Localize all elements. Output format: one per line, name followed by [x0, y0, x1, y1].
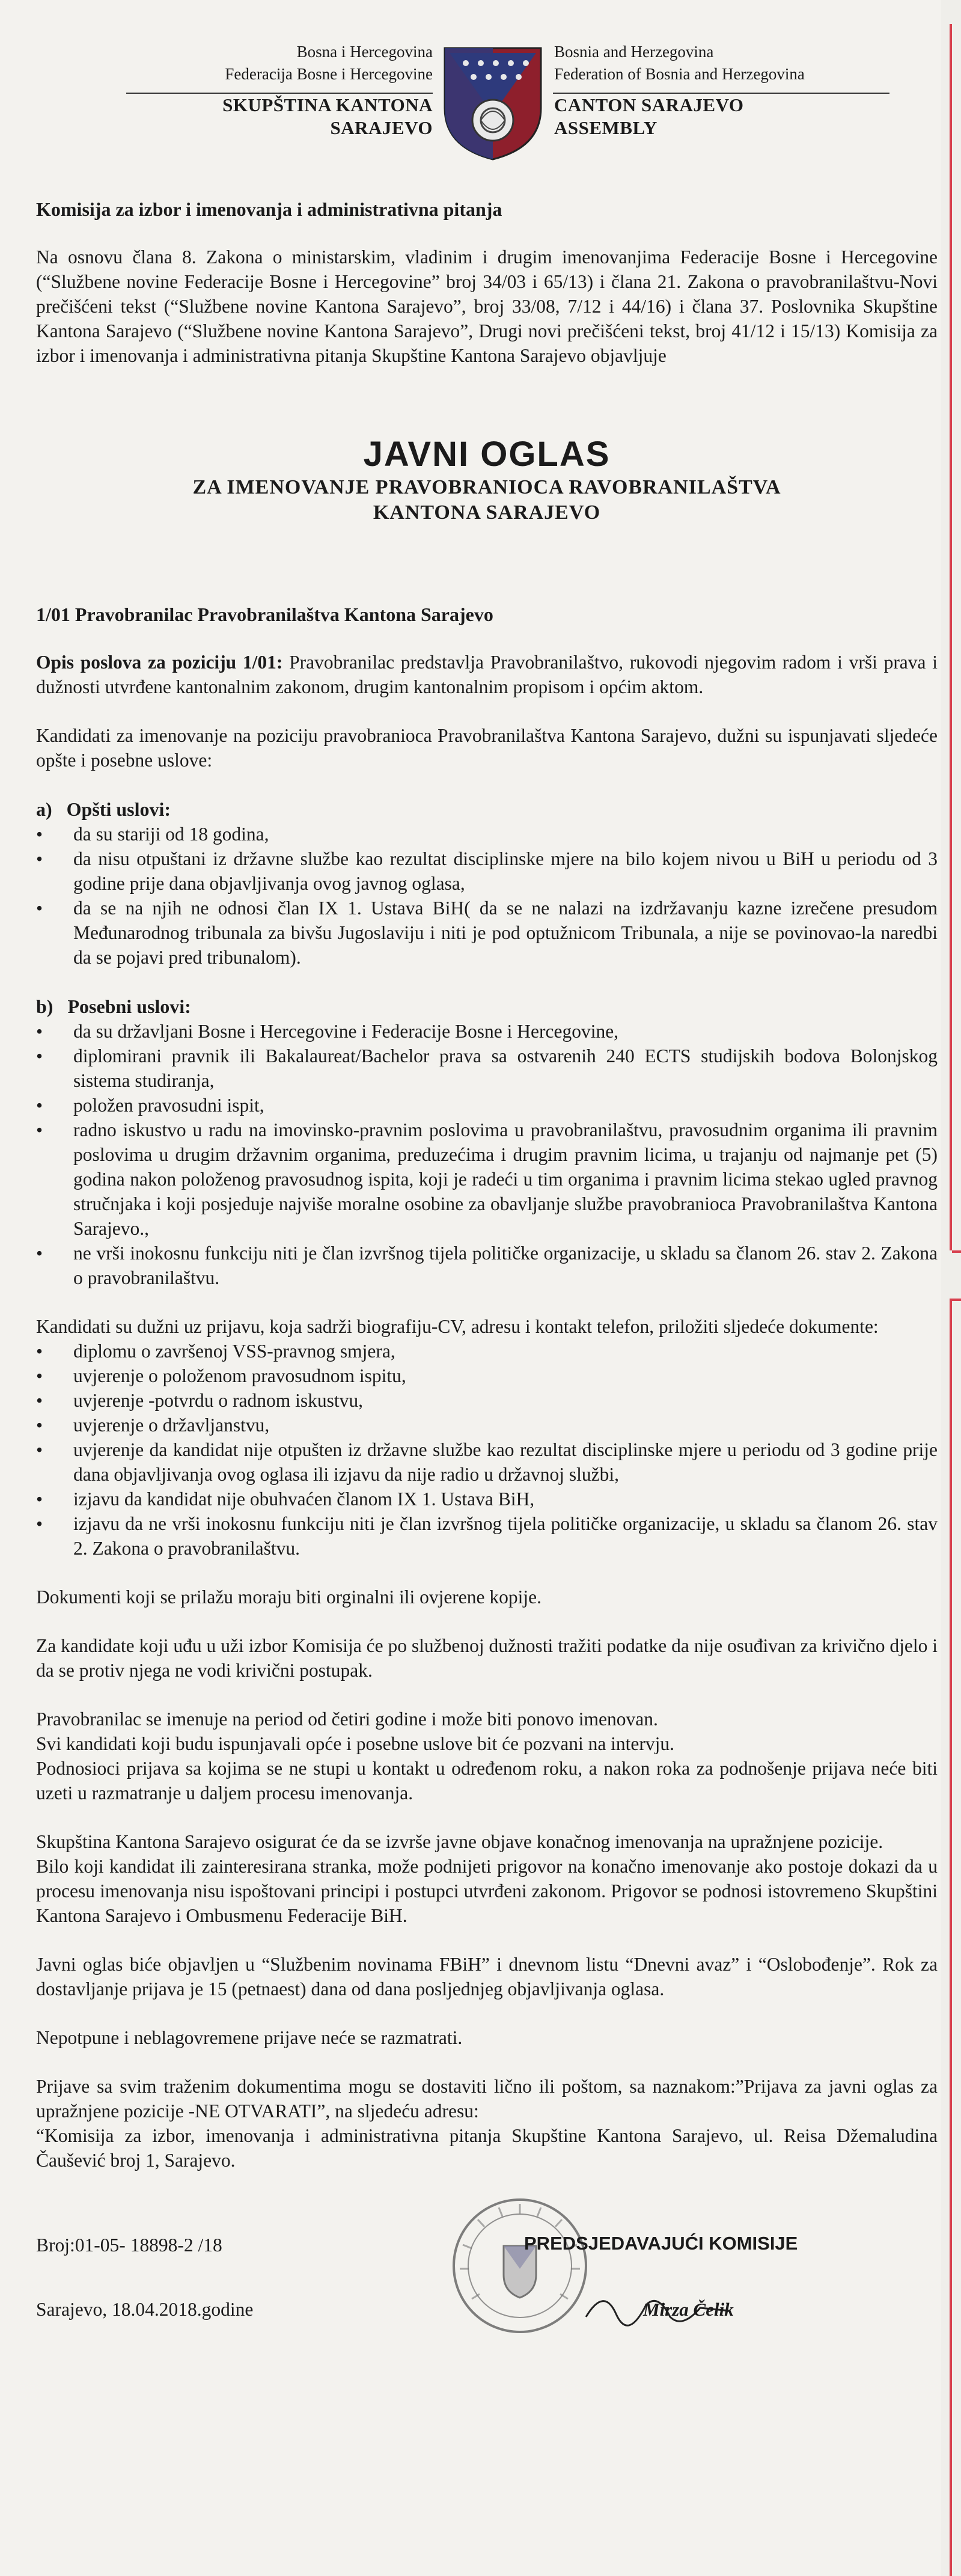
- registration-number: Broj:01-05- 18898-2 /18: [36, 2235, 222, 2256]
- job-description-text: Pravobranilac predstavlja Pravobranilaštvo, rukovodi njegovim radom i vrši prava i dužnosti utvrđene kantonalnim zakonom, drugim kantonalnim propisom i općim aktom.: [36, 652, 938, 697]
- job-description: [36, 650, 938, 699]
- documents-list: [36, 1339, 938, 1561]
- list-item: • diplomu o završenoj VSS-pravnog smjera,: [36, 1339, 938, 1363]
- red-border-rule: [950, 1299, 952, 2576]
- red-border-tick: [952, 1299, 961, 1301]
- header-assembly-bs-2: SARAJEVO: [330, 117, 433, 138]
- list-item: • da su državljani Bosne i Hercegovine i Federacije Bosne i Hercegovine,: [36, 1019, 938, 1044]
- red-border-tick: [952, 1250, 961, 1253]
- notice-subtitle-2: KANTONA SARAJEVO: [373, 501, 601, 524]
- notice-title-block: [36, 434, 938, 525]
- complaint-paragraph: Bilo koji kandidat ili zainteresirana stranka, može podnijeti prigovor na konačno imenovanje ako postoje dokazi da u procesu imenovanja nisu ispoštovani principi i postupci utvrđeni zakonom. Prigovor se podnosi istovremeno Skupštini Kantona Sarajevo i Ombusmenu Federacije BiH.: [36, 1856, 938, 1926]
- list-item: • da su stariji od 18 godina,: [36, 822, 938, 846]
- notice-subtitle-1: ZA IMENOVANJE PRAVOBRANIOCA RAVOBRANILAŠTVA: [192, 476, 781, 498]
- job-description-label: Opis poslova za poziciju 1/01:: [36, 652, 283, 673]
- originals-paragraph: Dokumenti koji se prilažu moraju biti orginalni ili ovjerene kopije.: [36, 1586, 542, 1608]
- signer-name: Mirza Čelik: [643, 2299, 734, 2320]
- list-item: • radno iskustvo u radu na imovinsko-pravnim poslovima u pravobranilaštvu, pravosudnim organima ili pravnim poslovima u drugim državnim organima, preduzećima i drugim pravnim licima, u trajanju od najmanje pet (5) godina nakon položenog pravosudnog ispita, koji je radeći u tim organima i pravnim licima stekao ugled pravnog stručnjaka i koji posjeduje najviše moralne osobine za obavljanje službe pravobranioca Pravobranilaštva Kantona Sarajevo.,: [36, 1118, 938, 1241]
- contact-paragraph: Podnosioci prijava sa kojima se ne stupi u kontakt u određenom roku, a nakon roka za podnošenje prijava neće biti uzeti u razmatranje u daljem procesu imenovanja.: [36, 1758, 938, 1804]
- special-conditions-label: Posebni uslovi:: [67, 996, 191, 1017]
- list-item: • uvjerenje o položenom pravosudnom ispitu,: [36, 1363, 938, 1388]
- delivery-paragraph: Prijave sa svim traženim dokumentima mogu se dostaviti lično ili poštom, sa naznakom:”Prijava za javni oglas za upražnjene pozicije -NE OTVARATI”, na sljedeću adresu:: [36, 2076, 938, 2122]
- list-item: • uvjerenje da kandidat nije otpušten iz državne službe kao rezultat disciplinske mjere u periodu od 3 godine prije dana objavljivanja ovog oglasa ili izjavu da nije radio u državnoj službi,: [36, 1437, 938, 1487]
- special-conditions-list: [36, 1019, 938, 1290]
- header-country-bs: Bosna i Hercegovina: [296, 43, 433, 61]
- header-assembly-bs: SKUPŠTINA KANTONA: [222, 94, 433, 115]
- criminal-record-paragraph: Za kandidate koji uđu u uži izbor Komisija će po službenoj dužnosti tražiti podatke da nije osuđivan za krivično djelo i da se protiv njega ne vodi krivični postupak.: [36, 1635, 938, 1681]
- general-conditions-prefix: a): [36, 798, 52, 820]
- header-assembly-en-2: ASSEMBLY: [554, 117, 657, 138]
- header-left: [120, 41, 433, 139]
- conditions-intro: Kandidati za imenovanje na poziciju pravobranioca Pravobranilaštva Kantona Sarajevo, dužni su ispunjavati sljedeće opšte i posebne uslove:: [36, 725, 938, 771]
- incomplete-applications-paragraph: Nepotpune i neblagovremene prijave neće se razmatrati.: [36, 2027, 463, 2048]
- document-footer: [36, 2209, 938, 2365]
- special-conditions-prefix: b): [36, 996, 53, 1017]
- document-header: [36, 18, 938, 168]
- header-federation-en: Federation of Bosnia and Herzegovina: [554, 65, 805, 83]
- header-country-en: Bosnia and Herzegovina: [554, 43, 714, 61]
- interview-paragraph: Svi kandidati koji budu ispunjavali opće i posebne uslove bit će pozvani na intervju.: [36, 1733, 675, 1754]
- special-conditions-heading: [36, 994, 938, 1019]
- canton-coat-of-arms-icon: [433, 42, 553, 162]
- general-conditions-list: [36, 822, 938, 970]
- delivery-address: “Komisija za izbor, imenovanja i administrativna pitanja Skupštine Kantona Sarajevo, ul. Reisa Džemaludina Čaušević broj 1, Sarajevo.: [36, 2125, 938, 2171]
- list-item: • diplomirani pravnik ili Bakalaureat/Bachelor prava sa ostvarenih 240 ECTS studijskih bodova Bolonjskog sistema studiranja,: [36, 1044, 938, 1093]
- position-title: 1/01 Pravobranilac Pravobranilaštva Kantona Sarajevo: [36, 604, 493, 625]
- publication-paragraph: Javni oglas biće objavljen u “Službenim novinama FBiH” i dnevnom listu “Dnevni avaz” i “Oslobođenje”. Rok za dostavljanje prijava je 15 (petnaest) dana od dana posljednjeg objavljivanja oglasa.: [36, 1954, 938, 1999]
- list-item: • izjavu da kandidat nije obuhvaćen članom IX 1. Ustava BiH,: [36, 1487, 938, 1511]
- header-federation-bs: Federacija Bosne i Hercegovine: [225, 65, 433, 83]
- official-seal-icon: [445, 2191, 595, 2341]
- general-conditions-label: Opšti uslovi:: [66, 798, 171, 820]
- list-item: • da se na njih ne odnosi član IX 1. Ustava BiH( da se ne nalazi na izdržavanju kazne izrečene presudom Međunarodnog tribunala za bivšu Jugoslaviju i niti je pod optužnicom Tribunala, a nije se povinovao-la naredbi da se pojavi pred tribunalom).: [36, 896, 938, 970]
- commission-president-title: PREDSJEDAVAJUĆI KOMISIJE: [524, 2233, 798, 2254]
- header-assembly-en: CANTON SARAJEVO: [554, 94, 744, 115]
- list-item: • uvjerenje -potvrdu o radnom iskustvu,: [36, 1388, 938, 1413]
- notice-title: JAVNI OGLAS: [363, 435, 611, 474]
- header-right: [554, 41, 891, 139]
- documents-intro: Kandidati su dužni uz prijavu, koja sadrži biografiju-CV, adresu i kontakt telefon, priložiti sljedeće dokumente:: [36, 1316, 879, 1337]
- intro-paragraph: Na osnovu člana 8. Zakona o ministarskim, vladinim i drugim imenovanjima Federacije Bosne i Hercegovine (“Službene novine Federacije Bosne i Hercegovine” broj 34/03 i 65/13) i člana 21. Zakona o pravobranilaštvu-Novi prečišćeni tekst (“Službene novine Kantona Sarajevo”, broj 33/08, 7/12 i 44/16) i člana 37. Poslovnika Skupštine Kantona Sarajevo (“Službene novine Kantona Sarajevo”, Drugi novi prečišćeni tekst, broj 41/12 i 15/13) Komisija za izbor i imenovanja i administrativna pitanja Skupštine Kantona Sarajevo objavljuje: [36, 246, 938, 366]
- list-item: • uvjerenje o državljanstvu,: [36, 1413, 938, 1437]
- red-border-rule: [950, 24, 952, 1250]
- header-divider-left: [126, 93, 433, 94]
- list-item: • ne vrši inokosnu funkciju niti je član izvršnog tijela političke organizacije, u skladu sa članom 26. stav 2. Zakona o pravobranilaštvu.: [36, 1241, 938, 1290]
- commission-name: Komisija za izbor i imenovanja i administrativna pitanja: [36, 198, 502, 220]
- announcement-paragraph: Skupština Kantona Sarajevo osigurat će da se izvrše javne objave konačnog imenovanja na upražnjene pozicije.: [36, 1831, 883, 1852]
- term-paragraph: Pravobranilac se imenuje na period od četiri godine i može biti ponovo imenovan.: [36, 1709, 658, 1730]
- list-item: • da nisu otpuštani iz državne službe kao rezultat disciplinske mjere na bilo kojem nivou u BiH u periodu od 3 godine prije dana objavljivanja ovog javnog oglasa,: [36, 846, 938, 896]
- general-conditions-heading: [36, 797, 938, 822]
- place-and-date: Sarajevo, 18.04.2018.godine: [36, 2299, 254, 2320]
- list-item: • izjavu da ne vrši inokosnu funkciju niti je član izvršnog tijela političke organizacije, u skladu sa članom 26. stav 2. Zakona o pravobranilaštvu.: [36, 1511, 938, 1561]
- list-item: • položen pravosudni ispit,: [36, 1093, 938, 1118]
- public-notice-document: [36, 18, 938, 2365]
